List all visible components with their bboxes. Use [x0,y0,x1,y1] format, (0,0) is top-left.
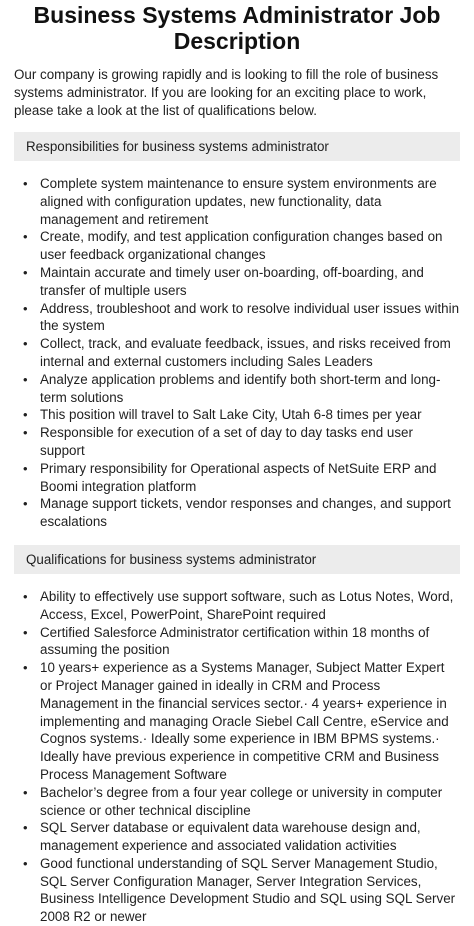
bullet-icon: • [23,264,28,280]
list-item-text: Create, modify, and test application configuration changes based on user feedback organizational changes [40,229,443,263]
list-item [23,424,460,460]
bullet-icon: • [23,176,28,191]
bullet-icon: • [23,660,28,676]
bullet-icon: • [23,229,28,245]
list-item-text: 10 years+ experience as a Systems Manager, Subject Matter Expert or Project Manager gained in ideally in CRM and Process Management in the financial services sector.· 4 years+ experience in implementing and managing Oracle Siebel Call Centre, eService and Cognos systems.· Ideally some experience in IBM BPMS systems.· Ideally have previous experience in competitive CRM and Business Process Management Software [40,660,449,782]
list-item [23,175,460,228]
list-item-text: Bachelor’s degree from a four year college or university in computer science or other technical discipline [40,784,443,818]
bullet-icon: • [23,371,28,387]
list-item-text: Ability to effectively use support software, such as Lotus Notes, Word, Access, Excel, PowerPoint, SharePoint required [40,588,454,622]
list-item-text: Responsible for execution of a set of day to day tasks end user support [40,425,413,458]
bullet-icon: • [23,624,28,640]
bullet-icon: • [23,460,28,476]
list-item-text: Manage support tickets, vendor responses and changes, and support escalations [40,496,451,530]
list-item-text: Certified Salesforce Administrator certification within 18 months of assuming the position [40,624,430,658]
intro-paragraph: Our company is growing rapidly and is looking to fill the role of business systems administrator. If you are looking for an exciting place to work, please take a look at the list of qualifications below. [14,67,439,118]
list-item-text: Address, troubleshoot and work to resolve individual user issues within the system [40,300,460,334]
list-item [23,819,460,855]
list-item [23,300,460,336]
list-item-text: Collect, track, and evaluate feedback, issues, and risks received from internal and external customers including Sales Leaders [40,336,451,369]
list-item-text: Good functional understanding of SQL Server Management Studio, SQL Server Configuration Manager, Server Integration Services, Business Intelligence Development Studio and SQL using SQL Server 2008 R2 or newer [40,855,456,925]
bullet-icon: • [23,784,28,800]
list-item [23,335,460,371]
bullet-icon: • [23,336,28,352]
list-item [23,784,460,820]
bullet-icon: • [23,496,28,512]
bullet-icon: • [23,300,28,316]
list-item-text: Primary responsibility for Operational aspects of NetSuite ERP and Boomi integration platform [40,460,437,494]
responsibilities-list [14,175,460,531]
list-item [23,588,460,624]
list-item [23,406,460,424]
bullet-icon: • [23,407,28,423]
list-item [23,228,460,264]
list-item-text: Complete system maintenance to ensure system environments are aligned with configuration updates, new functionality, data management and retirement [40,176,437,227]
bullet-icon: • [23,588,28,604]
list-item-text: Analyze application problems and identify both short-term and long-term solutions [40,371,441,405]
bullet-icon: • [23,855,28,871]
list-item-text: This position will travel to Salt Lake City, Utah 6-8 times per year [40,407,422,423]
list-item-text: Maintain accurate and timely user on-boarding, off-boarding, and transfer of multiple users [40,264,424,298]
page-title: Business Systems Administrator Job Description [33,2,441,54]
bullet-icon: • [23,820,28,836]
list-item [23,371,460,407]
responsibilities-heading: Responsibilities for business systems administrator [14,132,460,161]
list-item-text: SQL Server database or equivalent data warehouse design and, management experience and associated validation activities [40,820,421,854]
bullet-icon: • [23,425,28,441]
list-item [23,495,460,531]
list-item [23,264,460,300]
list-item [23,624,460,660]
list-item [23,855,460,926]
qualifications-heading: Qualifications for business systems administrator [14,545,460,574]
list-item [23,659,460,784]
qualifications-list [14,588,460,926]
list-item [23,460,460,496]
